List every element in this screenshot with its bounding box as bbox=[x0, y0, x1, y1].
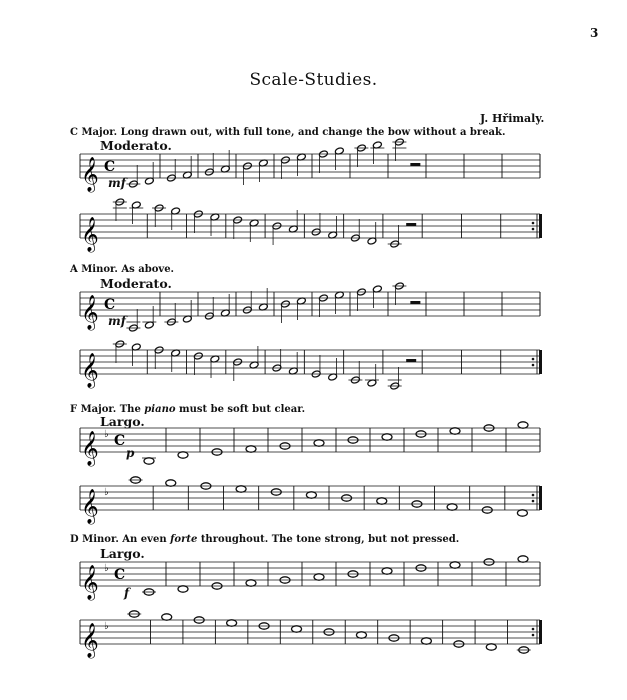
section-heading-a-minor bbox=[70, 264, 174, 275]
music-staff bbox=[0, 200, 627, 260]
whole-note-head bbox=[314, 574, 324, 580]
treble-clef-icon: 𝄞 bbox=[81, 353, 99, 388]
common-time-icon: C bbox=[104, 297, 116, 313]
half-rest-icon bbox=[406, 223, 416, 226]
repeat-dot bbox=[532, 222, 535, 225]
dynamic-marking: f bbox=[124, 586, 130, 600]
whole-note-head bbox=[421, 638, 431, 644]
whole-note-head bbox=[178, 586, 188, 592]
whole-note-head bbox=[518, 556, 528, 562]
dynamic-marking: mf bbox=[108, 176, 126, 190]
tempo-marking: Largo. bbox=[100, 414, 145, 429]
flat-sign-icon: ♭ bbox=[104, 621, 109, 632]
music-staff bbox=[0, 472, 627, 532]
section-heading-c-major bbox=[70, 127, 505, 138]
whole-note-head bbox=[246, 446, 256, 452]
repeat-dot bbox=[532, 228, 535, 231]
page-title: Scale-Studies. bbox=[249, 70, 378, 90]
section-key: A Minor. bbox=[70, 264, 118, 275]
half-rest-icon bbox=[410, 301, 420, 304]
tempo-marking: Largo. bbox=[100, 546, 145, 561]
section-description-before: An even bbox=[122, 534, 167, 545]
final-barline-thick bbox=[539, 620, 542, 644]
whole-note-head bbox=[382, 568, 392, 574]
flat-sign-icon: ♭ bbox=[104, 487, 109, 498]
treble-clef-icon: 𝄞 bbox=[81, 565, 99, 600]
treble-clef-icon: 𝄞 bbox=[81, 217, 99, 252]
dynamic-marking: mf bbox=[108, 314, 126, 328]
treble-clef-icon: 𝄞 bbox=[81, 295, 99, 330]
repeat-dot bbox=[532, 358, 535, 361]
half-rest-icon bbox=[406, 359, 416, 362]
music-staff bbox=[0, 548, 627, 608]
music-staff bbox=[0, 278, 627, 338]
final-barline-thick bbox=[539, 486, 542, 510]
flat-sign-icon: ♭ bbox=[104, 563, 109, 574]
repeat-dot bbox=[532, 634, 535, 637]
tempo-marking: Moderato. bbox=[100, 276, 172, 291]
section-description-italic: piano bbox=[144, 404, 176, 415]
section-description-after: must be soft but clear. bbox=[179, 404, 306, 415]
whole-note-head bbox=[518, 422, 528, 428]
whole-note-head bbox=[356, 632, 366, 638]
whole-note-head bbox=[166, 480, 176, 486]
repeat-dot bbox=[532, 364, 535, 367]
whole-note-head bbox=[377, 498, 387, 504]
music-staff bbox=[0, 606, 627, 666]
music-staff bbox=[0, 140, 627, 200]
section-key: C Major. bbox=[70, 127, 118, 138]
common-time-icon: C bbox=[114, 567, 126, 583]
whole-note-head bbox=[486, 644, 496, 650]
whole-note-head bbox=[292, 626, 302, 632]
whole-note-head bbox=[246, 580, 256, 586]
whole-note-head bbox=[178, 452, 188, 458]
section-heading-d-minor bbox=[70, 534, 459, 545]
treble-clef-icon: 𝄞 bbox=[81, 157, 99, 192]
whole-note-head bbox=[227, 620, 237, 626]
section-key: F Major. bbox=[70, 404, 117, 415]
repeat-dot bbox=[532, 500, 535, 503]
music-staff bbox=[0, 414, 627, 474]
whole-note-head bbox=[447, 504, 457, 510]
treble-clef-icon: 𝄞 bbox=[81, 431, 99, 466]
music-staff bbox=[0, 336, 627, 396]
half-rest-icon bbox=[410, 163, 420, 166]
page-number: 3 bbox=[590, 26, 599, 40]
section-key: D Minor. bbox=[70, 534, 119, 545]
repeat-dot bbox=[532, 628, 535, 631]
section-description-after: throughout. The tone strong, but not pressed. bbox=[200, 534, 460, 545]
final-barline-thick bbox=[539, 214, 542, 238]
section-description-before: The bbox=[119, 404, 141, 415]
whole-note-head bbox=[306, 492, 316, 498]
treble-clef-icon: 𝄞 bbox=[81, 489, 99, 524]
whole-note-head bbox=[144, 458, 154, 464]
section-description: Long drawn out, with full tone, and change the bow without a break. bbox=[120, 127, 506, 138]
flat-sign-icon: ♭ bbox=[104, 429, 109, 440]
section-description: As above. bbox=[121, 264, 175, 275]
final-barline-thick bbox=[539, 350, 542, 374]
tempo-marking: Moderato. bbox=[100, 138, 172, 153]
repeat-dot bbox=[532, 494, 535, 497]
whole-note-head bbox=[162, 614, 172, 620]
dynamic-marking: p bbox=[126, 446, 135, 460]
whole-note-head bbox=[450, 428, 460, 434]
composer-name: J. Hřimaly. bbox=[480, 112, 545, 125]
treble-clef-icon: 𝄞 bbox=[81, 623, 99, 658]
common-time-icon: C bbox=[114, 433, 126, 449]
whole-note-head bbox=[450, 562, 460, 568]
whole-note-head bbox=[236, 486, 246, 492]
whole-note-head bbox=[517, 510, 527, 516]
whole-note-head bbox=[382, 434, 392, 440]
whole-note-head bbox=[314, 440, 324, 446]
section-description-italic: forte bbox=[170, 534, 198, 545]
common-time-icon: C bbox=[104, 159, 116, 175]
